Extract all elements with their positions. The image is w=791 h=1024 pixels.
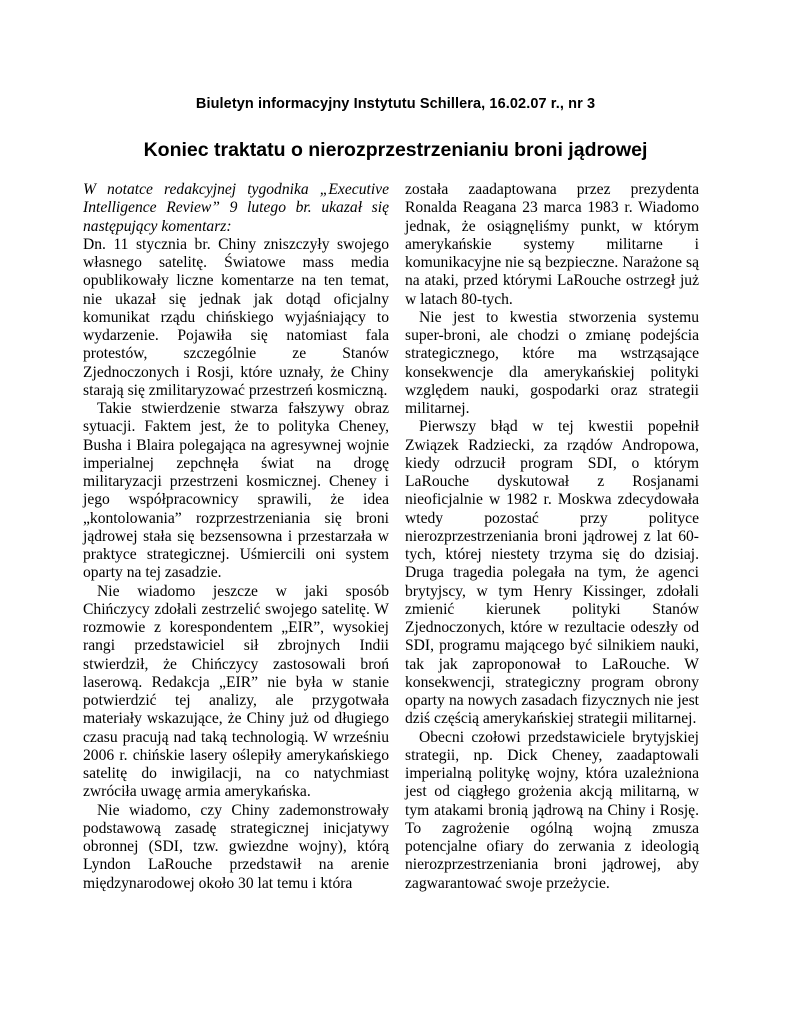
paragraph: Dn. 11 stycznia br. Chiny zniszczyły swojego własnego satelitę. Światowe mass media opublikowały liczne komentarze na ten temat, nie ukazał się jednak jak dotąd oficjalny komunikat rządu chińskiego wyjaśniający to wydarzenie. Pojawiła się natomiast fala protestów, szczególnie ze Stanów Zjednoczonych i Rosji, które uznały, że Chiny starają się zmilitaryzować przestrzeń kosmiczną. [83,235,389,399]
editorial-intro: W notatce redakcyjnej tygodnika „Executive Intelligence Review” 9 lutego br. ukazał się następujący komentarz: [83,181,389,235]
paragraph: Nie wiadomo, czy Chiny zademonstrowały podstawową zasadę strategicznej inicjatywy obronnej (SDI, tzw. gwiezdne wojny), którą Lyndon LaRouche przedstawił na arenie międzynarodowej około 30 lat temu i która [83,801,389,892]
paragraph: Pierwszy błąd w tej kwestii popełnił Związek Radziecki, za rządów Andropowa, kiedy odrzucił program SDI, o którym LaRouche dyskutował z Rosjanami nieoficjalnie w 1982 r. Moskwa zdecydowała wtedy pozostać przy polityce nierozprzestrzeniania broni jądrowej z lat 60-tych, której niestety trzyma się do dzisiaj. Druga tragedia polegała na tym, że agenci brytyjscy, w tym Henry Kissinger, zdołali zmienić kierunek polityki Stanów Zjednoczonych, które w rezultacie odeszły od SDI, programu mającego być silnikiem nauki, tak jak zaproponował to LaRouche. W konsekwencji, strategiczny program obrony oparty na nowych zasadach fizycznych nie jest dziś częścią amerykańskiej strategii militarnej. [405,418,699,728]
right-column [405,181,699,893]
left-column [83,181,389,893]
bulletin-header: Biuletyn informacyjny Instytutu Schillera, 16.02.07 r., nr 3 [195,96,596,112]
paragraph: Takie stwierdzenie stwarza fałszywy obraz sytuacji. Faktem jest, że to polityka Cheney, Busha i Blaira polegająca na agresywnej wojnie imperialnej zepchnęła świat na drogę militaryzacji przestrzeni kosmicznej. Cheney i jego współpracownicy sprawili, że idea „kontolowania” rozprzestrzeniania się broni jądrowej stała się bezsensowna i przestarzała w praktyce strategicznej. Uśmiercili oni system oparty na tej zasadzie. [83,400,389,582]
paragraph: Nie wiadomo jeszcze w jaki sposób Chińczycy zdołali zestrzelić swojego satelitę. W rozmowie z korespondentem „EIR”, wysokiej rangi przedstawiciel sił zbrojnych Indii stwierdził, że Chińczycy zastosowali broń laserową. Redakcja „EIR” nie była w stanie potwierdzić tej analizy, ale przygotwała materiały wskazujące, że Chiny już od długiego czasu pracują nad taką technologią. W wrześniu 2006 r. chińskie lasery oślepiły amerykańskiego satelitę do inwigilacji, na co natychmiast zwróciła uwagę armia amerykańska. [83,582,389,801]
paragraph: Obecni czołowi przedstawiciele brytyjskiej strategii, np. Dick Cheney, zaadaptowali imperialną politykę wojny, która uzależniona jest od ciągłego grożenia akcją militarną, w tym atakami bronią jądrową na Chiny i Rosję. To zagrożenie ogólną wojną zmusza potencjalne ofiary do zerwania z ideologią nierozprzestrzeniania broni jądrowej, aby zagwarantować swoje przeżycie. [405,728,699,892]
paragraph: została zaadaptowana przez prezydenta Ronalda Reagana 23 marca 1983 r. Wiadomo jednak, że osiągnęliśmy punkt, w którym amerykańskie systemy militarne i komunikacyjne nie są bezpieczne. Narażone są na ataki, przed którymi LaRouche ostrzegł już w latach 80-tych. [405,181,699,308]
paragraph: Nie jest to kwestia stworzenia systemu super-broni, ale chodzi o zmianę podejścia strategicznego, które ma wstrząsające konsekwencje dla amerykańskiej polityki względem nauki, gospodarki oraz strategii militarnej. [405,308,699,417]
article-title: Koniec traktatu o nierozprzestrzenianiu broni jądrowej [143,139,648,161]
